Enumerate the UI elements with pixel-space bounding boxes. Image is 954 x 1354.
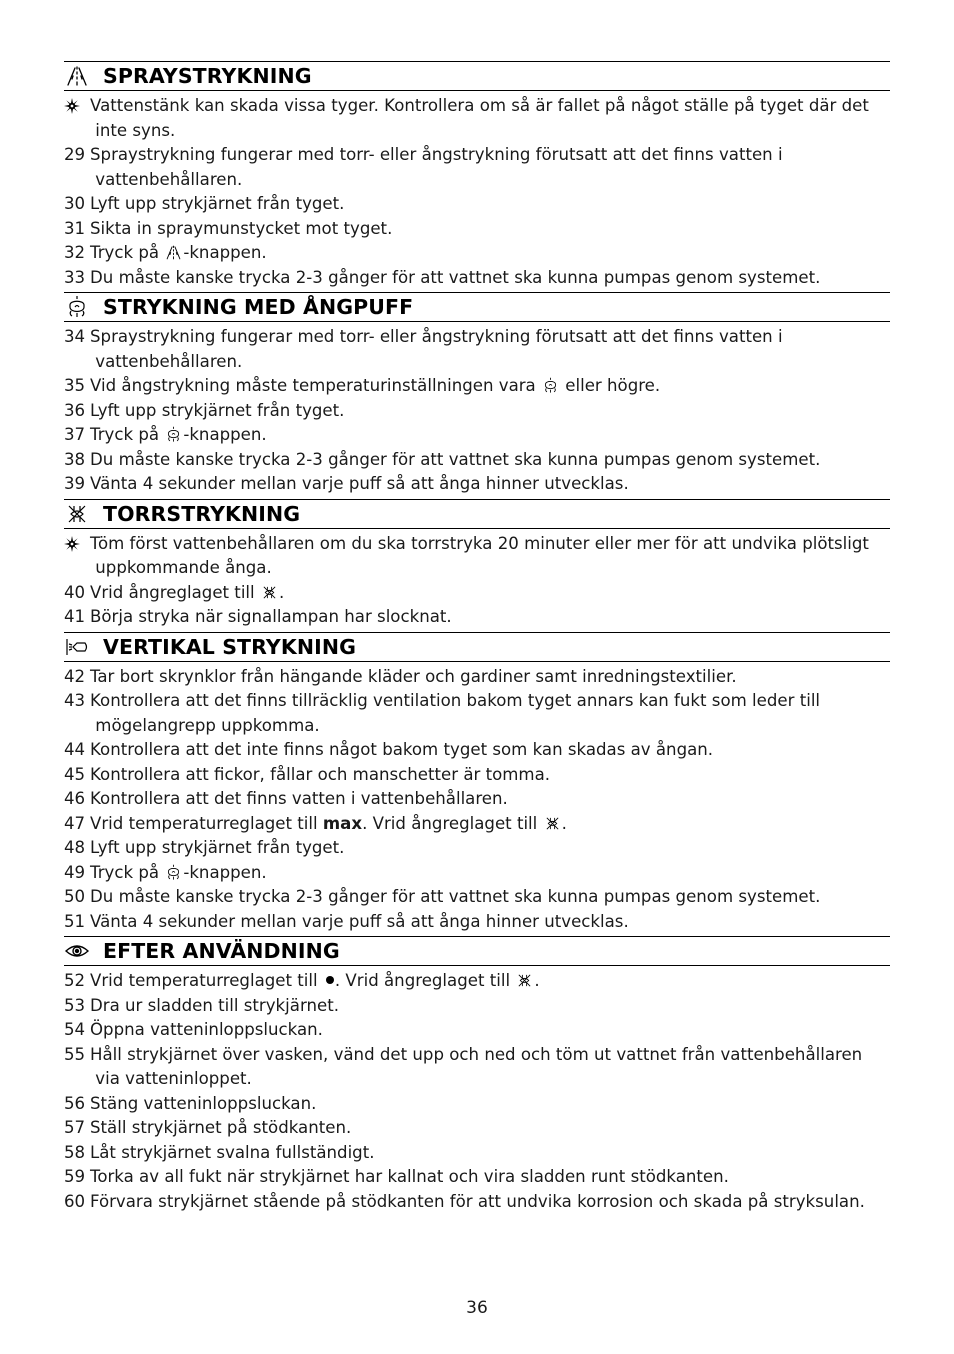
step-number: 53 <box>64 995 86 1015</box>
text-segment: eller högre. <box>560 376 661 395</box>
step-number: 31 <box>64 218 86 238</box>
step-text <box>90 374 890 399</box>
section-heading <box>64 292 890 322</box>
step-number: 52 <box>64 971 86 990</box>
text-segment: -knappen. <box>183 862 267 882</box>
dot-symbol <box>326 976 334 984</box>
step-text <box>90 1018 890 1043</box>
text-segment: Vattenstänk kan skada vissa tyger. Kontrollera om så är fallet på något ställe på tyget där det inte syns. <box>90 96 869 140</box>
step-number: 29 <box>64 145 86 164</box>
step-text <box>90 763 890 788</box>
step-number: 50 <box>64 887 86 906</box>
step-text <box>90 1165 890 1190</box>
text-segment: . <box>278 582 285 602</box>
step-text <box>90 472 890 497</box>
step-text <box>90 325 890 374</box>
step-number: 38 <box>64 449 86 469</box>
section-heading <box>64 632 890 662</box>
text-segment: Stäng vatteninloppsluckan. <box>90 1093 317 1113</box>
step-text <box>90 1190 890 1215</box>
list-item <box>64 423 890 448</box>
text-segment: Du måste kanske trycka 2-3 gånger för att vattnet ska kunna pumpas genom systemet. <box>90 449 821 469</box>
step-text <box>90 1092 890 1117</box>
text-segment: Kontrollera att det finns tillräcklig ventilation bakom tyget annars kan fukt som leder till mögelangrepp uppkomma. <box>90 691 821 735</box>
text-segment: Du måste kanske trycka 2-3 gånger för att vattnet ska kunna pumpas genom systemet. <box>90 887 821 906</box>
step-number: 44 <box>64 740 86 759</box>
text-segment: . <box>561 813 567 833</box>
instruction-list <box>64 322 890 499</box>
instruction-list <box>64 662 890 937</box>
text-segment: Spraystrykning fungerar med torr- eller ångstrykning förutsatt att det finns vatten i vattenbehållaren. <box>90 327 783 371</box>
list-item <box>64 1116 890 1141</box>
vertical-steam-icon <box>64 634 90 660</box>
section-title: EFTER ANVÄNDNING <box>103 939 340 963</box>
step-text <box>90 861 890 886</box>
step-text <box>90 192 890 217</box>
text-segment: Kontrollera att det inte finns något bakom tyget som kan skadas av ångan. <box>90 740 714 759</box>
list-item <box>64 374 890 399</box>
step-number: 48 <box>64 838 86 857</box>
text-segment: Förvara strykjärnet stående på stödkanten för att undvika korrosion och skada på stryksulan. <box>90 1191 865 1211</box>
step-number: 35 <box>64 376 86 395</box>
step-text <box>90 94 890 143</box>
text-segment: Håll strykjärnet över vasken, vänd det upp och ned och töm ut vattnet från vattenbehållaren via vatteninloppet. <box>90 1044 863 1088</box>
step-number: 41 <box>64 607 86 626</box>
spray-icon <box>165 244 182 261</box>
step-number: 40 <box>64 582 86 602</box>
text-segment: Lyft upp strykjärnet från tyget. <box>90 194 345 213</box>
list-item <box>64 738 890 763</box>
step-number: 30 <box>64 194 86 213</box>
step-number: 51 <box>64 911 86 931</box>
step-text <box>90 266 890 291</box>
steam-puff-icon <box>542 377 559 394</box>
steam-puff-icon <box>165 426 182 443</box>
step-number: 42 <box>64 666 86 686</box>
list-item <box>64 1190 890 1215</box>
step-number: 59 <box>64 1167 86 1186</box>
dry-iron-icon <box>64 501 90 527</box>
step-number: 57 <box>64 1118 86 1137</box>
list-item <box>64 399 890 424</box>
text-segment: . Vrid ångreglaget till <box>334 971 516 990</box>
text-segment: Torka av all fukt när strykjärnet har kallnat och vira sladden runt stödkanten. <box>90 1167 729 1186</box>
list-item <box>64 581 890 606</box>
text-segment: Kontrollera att fickor, fållar och manschetter är tomma. <box>90 764 551 784</box>
text-segment: Vänta 4 sekunder mellan varje puff så att ånga hinner utvecklas. <box>90 474 629 493</box>
text-segment: Tryck på <box>90 425 165 444</box>
step-text <box>90 994 890 1019</box>
step-text <box>90 423 890 448</box>
text-segment: Ställ strykjärnet på stödkanten. <box>90 1118 352 1137</box>
dry-iron-icon <box>544 815 561 832</box>
step-number: 34 <box>64 327 86 346</box>
section-heading <box>64 936 890 966</box>
section-title: VERTIKAL STRYKNING <box>103 634 357 659</box>
step-number: 43 <box>64 691 86 710</box>
list-item <box>64 994 890 1019</box>
step-number: 55 <box>64 1044 86 1064</box>
text-segment: Spraystrykning fungerar med torr- eller ångstrykning förutsatt att det finns vatten i vattenbehållaren. <box>90 145 783 189</box>
list-item <box>64 192 890 217</box>
step-text <box>90 217 890 242</box>
section <box>64 499 890 632</box>
warning-icon <box>64 94 90 143</box>
step-text <box>90 532 890 581</box>
step-text <box>90 665 890 690</box>
section-heading <box>64 61 890 91</box>
section-heading <box>64 499 890 529</box>
text-segment: Kontrollera att det finns vatten i vattenbehållaren. <box>90 789 508 808</box>
step-text <box>90 399 890 424</box>
list-item <box>64 241 890 266</box>
warning-icon <box>64 532 90 581</box>
text-segment: Vrid temperaturreglaget till <box>90 971 323 990</box>
list-item <box>64 1141 890 1166</box>
step-text <box>90 1141 890 1166</box>
list-item <box>64 763 890 788</box>
step-number: 46 <box>64 789 86 808</box>
text-segment: Dra ur sladden till strykjärnet. <box>90 995 339 1015</box>
instruction-list <box>64 529 890 632</box>
text-segment: . <box>534 971 540 990</box>
step-text <box>90 885 890 910</box>
step-number: 54 <box>64 1020 86 1039</box>
list-item <box>64 143 890 192</box>
step-text <box>90 143 890 192</box>
text-segment: Vid ångstrykning måste temperaturinställningen vara <box>90 376 542 395</box>
step-text <box>90 787 890 812</box>
section <box>64 292 890 499</box>
list-item <box>64 1043 890 1092</box>
list-item <box>64 1165 890 1190</box>
list-item <box>64 861 890 886</box>
text-segment: Vrid temperaturreglaget till <box>90 813 323 833</box>
text-segment: Vrid ångreglaget till <box>90 582 260 602</box>
text-segment: -knappen. <box>183 425 267 444</box>
section-title: TORRSTRYKNING <box>103 501 301 526</box>
steam-puff-icon <box>165 864 182 881</box>
list-item <box>64 910 890 935</box>
eye-icon <box>64 938 90 964</box>
text-segment: Låt strykjärnet svalna fullständigt. <box>90 1142 375 1162</box>
list-item <box>64 325 890 374</box>
step-number: 36 <box>64 400 86 420</box>
warning-item <box>64 532 890 581</box>
list-item <box>64 1092 890 1117</box>
text-segment: Lyft upp strykjärnet från tyget. <box>90 838 345 857</box>
text-segment: Lyft upp strykjärnet från tyget. <box>90 400 345 420</box>
text-segment: Vänta 4 sekunder mellan varje puff så att ånga hinner utvecklas. <box>90 911 629 931</box>
list-item <box>64 787 890 812</box>
list-item <box>64 605 890 630</box>
step-text <box>90 812 890 837</box>
text-segment: . Vrid ångreglaget till <box>362 813 543 833</box>
section-title: STRYKNING MED ÅNGPUFF <box>103 295 414 319</box>
step-number: 56 <box>64 1093 86 1113</box>
step-number: 33 <box>64 267 86 287</box>
step-number: 32 <box>64 243 86 262</box>
warning-item <box>64 94 890 143</box>
instruction-list <box>64 91 890 292</box>
text-segment: Du måste kanske trycka 2-3 gånger för att vattnet ska kunna pumpas genom systemet. <box>90 267 821 287</box>
spray-icon <box>64 63 90 89</box>
list-item <box>64 969 890 994</box>
section <box>64 61 890 292</box>
instruction-list <box>64 966 890 1216</box>
text-segment: Tryck på <box>90 243 165 262</box>
list-item <box>64 689 890 738</box>
list-item <box>64 472 890 497</box>
list-item <box>64 448 890 473</box>
step-number: 37 <box>64 425 86 444</box>
dry-iron-icon <box>261 584 278 601</box>
step-text <box>90 836 890 861</box>
step-number: 47 <box>64 813 86 833</box>
list-item <box>64 885 890 910</box>
step-text <box>90 1043 890 1092</box>
dry-iron-icon <box>516 972 533 989</box>
step-text <box>90 969 890 994</box>
step-text <box>90 448 890 473</box>
section <box>64 632 890 937</box>
list-item <box>64 812 890 837</box>
list-item <box>64 1018 890 1043</box>
step-text <box>90 1116 890 1141</box>
document-body <box>64 61 890 1216</box>
text-segment: -knappen. <box>183 243 267 262</box>
text-segment: Tar bort skrynklor från hängande kläder och gardiner samt inredningstextilier. <box>90 666 737 686</box>
text-segment: Sikta in spraymunstycket mot tyget. <box>90 218 393 238</box>
step-number: 39 <box>64 474 86 493</box>
list-item <box>64 217 890 242</box>
page-number: 36 <box>466 1298 488 1318</box>
step-text <box>90 581 890 606</box>
step-text <box>90 738 890 763</box>
text-segment: Öppna vatteninloppsluckan. <box>90 1020 323 1039</box>
step-text <box>90 689 890 738</box>
step-number: 45 <box>64 764 86 784</box>
step-number: 58 <box>64 1142 86 1162</box>
step-text <box>90 605 890 630</box>
list-item <box>64 266 890 291</box>
steam-puff-icon <box>64 294 90 320</box>
section <box>64 936 890 1216</box>
text-segment: Börja stryka när signallampan har slocknat. <box>90 607 452 626</box>
text-segment: max <box>322 813 363 833</box>
section-title: SPRAYSTRYKNING <box>103 64 312 88</box>
step-number: 49 <box>64 862 86 882</box>
text-segment: Tryck på <box>90 862 165 882</box>
step-text <box>90 910 890 935</box>
list-item <box>64 665 890 690</box>
text-segment: Töm först vattenbehållaren om du ska torrstryka 20 minuter eller mer för att undvika plötsligt uppkommande ånga. <box>90 533 869 577</box>
step-number: 60 <box>64 1191 86 1211</box>
step-text <box>90 241 890 266</box>
list-item <box>64 836 890 861</box>
